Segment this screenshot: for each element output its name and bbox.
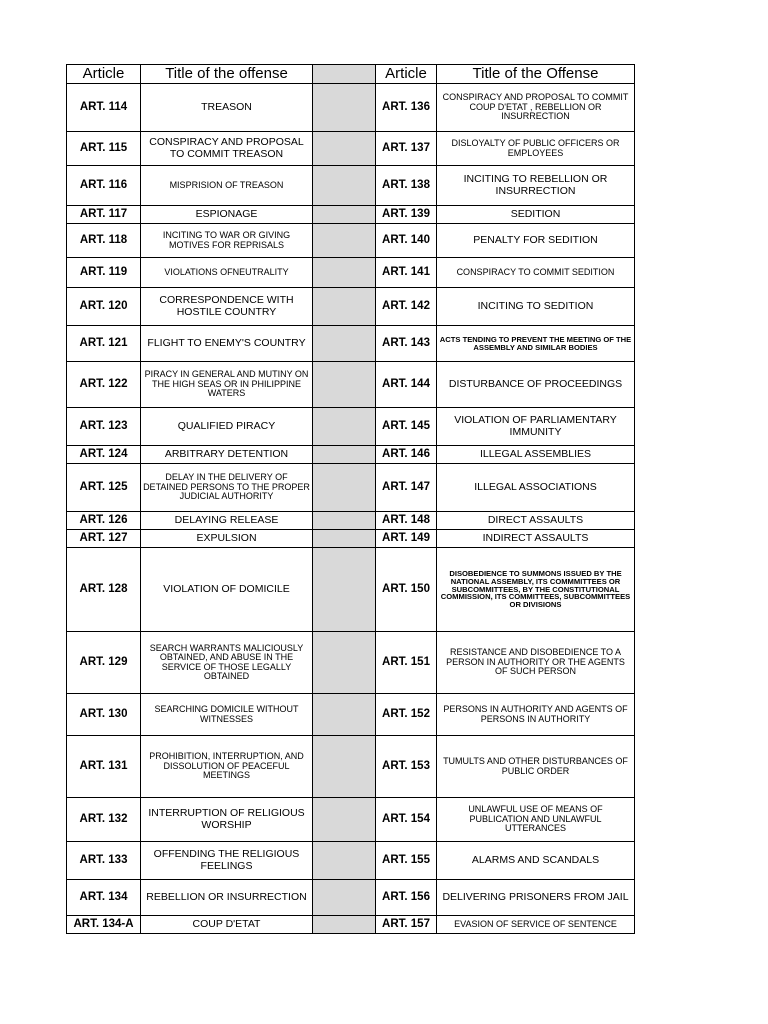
- right-article-cell: ART. 140: [376, 224, 437, 258]
- left-title-cell: TREASON: [141, 84, 313, 132]
- left-article-cell: ART. 134-A: [67, 916, 141, 934]
- right-title-cell: PERSONS IN AUTHORITY AND AGENTS OF PERSONS IN AUTHORITY: [437, 694, 635, 736]
- spacer-cell: [313, 288, 376, 326]
- right-title-cell: INCITING TO SEDITION: [437, 288, 635, 326]
- right-title-cell: RESISTANCE AND DISOBEDIENCE TO A PERSON IN AUTHORITY OR THE AGENTS OF SUCH PERSON: [437, 632, 635, 694]
- left-article-cell: ART. 118: [67, 224, 141, 258]
- offenses-table: [66, 64, 635, 934]
- left-article-cell: ART. 119: [67, 258, 141, 288]
- spacer-cell: [313, 206, 376, 224]
- spacer-cell: [313, 842, 376, 880]
- table-row: [67, 798, 635, 842]
- spacer-cell: [313, 132, 376, 166]
- spacer-cell: [313, 446, 376, 464]
- table-row: [67, 446, 635, 464]
- left-title-cell: CONSPIRACY AND PROPOSAL TO COMMIT TREASON: [141, 132, 313, 166]
- right-title-cell: ALARMS AND SCANDALS: [437, 842, 635, 880]
- right-article-cell: ART. 152: [376, 694, 437, 736]
- left-title-cell: INCITING TO WAR OR GIVING MOTIVES FOR REPRISALS: [141, 224, 313, 258]
- left-article-cell: ART. 129: [67, 632, 141, 694]
- right-article-cell: ART. 157: [376, 916, 437, 934]
- left-article-cell: ART. 121: [67, 326, 141, 362]
- left-title-cell: EXPULSION: [141, 530, 313, 548]
- spacer-cell: [313, 408, 376, 446]
- right-article-cell: ART. 145: [376, 408, 437, 446]
- right-title-cell: SEDITION: [437, 206, 635, 224]
- right-article-cell: ART. 154: [376, 798, 437, 842]
- left-title-cell: INTERRUPTION OF RELIGIOUS WORSHIP: [141, 798, 313, 842]
- table-row: [67, 464, 635, 512]
- right-article-cell: ART. 148: [376, 512, 437, 530]
- spacer-cell: [313, 326, 376, 362]
- right-article-cell: ART. 141: [376, 258, 437, 288]
- left-title-cell: ARBITRARY DETENTION: [141, 446, 313, 464]
- table-row: [67, 842, 635, 880]
- left-article-cell: ART. 126: [67, 512, 141, 530]
- right-title-cell: EVASION OF SERVICE OF SENTENCE: [437, 916, 635, 934]
- left-article-cell: ART. 132: [67, 798, 141, 842]
- right-article-cell: ART. 153: [376, 736, 437, 798]
- left-article-cell: ART. 114: [67, 84, 141, 132]
- left-title-cell: REBELLION OR INSURRECTION: [141, 880, 313, 916]
- left-article-cell: ART. 131: [67, 736, 141, 798]
- left-article-cell: ART. 127: [67, 530, 141, 548]
- spacer-cell: [313, 530, 376, 548]
- spacer-cell: [313, 224, 376, 258]
- spacer-cell: [313, 84, 376, 132]
- right-title-cell: ACTS TENDING TO PREVENT THE MEETING OF THE ASSEMBLY AND SIMILAR BODIES: [437, 326, 635, 362]
- table-row: [67, 362, 635, 408]
- right-article-cell: ART. 151: [376, 632, 437, 694]
- left-title-cell: MISPRISION OF TREASON: [141, 166, 313, 206]
- right-article-cell: ART. 138: [376, 166, 437, 206]
- right-article-cell: ART. 146: [376, 446, 437, 464]
- spacer-cell: [313, 464, 376, 512]
- right-title-cell: CONSPIRACY TO COMMIT SEDITION: [437, 258, 635, 288]
- header-article-right: Article: [376, 65, 437, 84]
- left-title-cell: COUP D'ETAT: [141, 916, 313, 934]
- spacer-cell: [313, 258, 376, 288]
- table-row: [67, 84, 635, 132]
- right-title-cell: DISLOYALTY OF PUBLIC OFFICERS OR EMPLOYEES: [437, 132, 635, 166]
- right-article-cell: ART. 143: [376, 326, 437, 362]
- right-title-cell: INDIRECT ASSAULTS: [437, 530, 635, 548]
- right-article-cell: ART. 142: [376, 288, 437, 326]
- table-row: [67, 288, 635, 326]
- right-article-cell: ART. 144: [376, 362, 437, 408]
- left-title-cell: PIRACY IN GENERAL AND MUTINY ON THE HIGH SEAS OR IN PHILIPPINE WATERS: [141, 362, 313, 408]
- right-title-cell: PENALTY FOR SEDITION: [437, 224, 635, 258]
- spacer-cell: [313, 548, 376, 632]
- table-row: [67, 512, 635, 530]
- left-title-cell: QUALIFIED PIRACY: [141, 408, 313, 446]
- right-title-cell: TUMULTS AND OTHER DISTURBANCES OF PUBLIC ORDER: [437, 736, 635, 798]
- table-row: [67, 632, 635, 694]
- spacer-cell: [313, 880, 376, 916]
- left-title-cell: VIOLATIONS OFNEUTRALITY: [141, 258, 313, 288]
- left-article-cell: ART. 130: [67, 694, 141, 736]
- table-row: [67, 206, 635, 224]
- spacer-cell: [313, 916, 376, 934]
- right-article-cell: ART. 149: [376, 530, 437, 548]
- left-article-cell: ART. 117: [67, 206, 141, 224]
- spacer-cell: [313, 362, 376, 408]
- right-title-cell: DISOBEDIENCE TO SUMMONS ISSUED BY THE NATIONAL ASSEMBLY, ITS COMMMITTEES OR SUBCOMMITTEES, BY THE CONSTITUTIONAL COMMISSION, ITS COMMITTEES, SUBCOMMITTEES OR DIVISIONS: [437, 548, 635, 632]
- left-article-cell: ART. 128: [67, 548, 141, 632]
- table-row: [67, 132, 635, 166]
- table-row: [67, 916, 635, 934]
- spacer-cell: [313, 512, 376, 530]
- table-row: [67, 548, 635, 632]
- spacer-cell: [313, 166, 376, 206]
- spacer-cell: [313, 694, 376, 736]
- table-row: [67, 326, 635, 362]
- left-title-cell: DELAY IN THE DELIVERY OF DETAINED PERSONS TO THE PROPER JUDICIAL AUTHORITY: [141, 464, 313, 512]
- left-article-cell: ART. 133: [67, 842, 141, 880]
- spacer-cell: [313, 632, 376, 694]
- table-row: [67, 694, 635, 736]
- left-article-cell: ART. 134: [67, 880, 141, 916]
- left-article-cell: ART. 116: [67, 166, 141, 206]
- right-title-cell: DELIVERING PRISONERS FROM JAIL: [437, 880, 635, 916]
- left-article-cell: ART. 115: [67, 132, 141, 166]
- header-article-left: Article: [67, 65, 141, 84]
- right-title-cell: DIRECT ASSAULTS: [437, 512, 635, 530]
- left-title-cell: DELAYING RELEASE: [141, 512, 313, 530]
- table-row: [67, 224, 635, 258]
- right-article-cell: ART. 150: [376, 548, 437, 632]
- left-article-cell: ART. 123: [67, 408, 141, 446]
- right-title-cell: INCITING TO REBELLION OR INSURRECTION: [437, 166, 635, 206]
- right-title-cell: ILLEGAL ASSOCIATIONS: [437, 464, 635, 512]
- left-article-cell: ART. 120: [67, 288, 141, 326]
- left-title-cell: OFFENDING THE RELIGIOUS FEELINGS: [141, 842, 313, 880]
- header-title-right: Title of the Offense: [437, 65, 635, 84]
- right-title-cell: UNLAWFUL USE OF MEANS OF PUBLICATION AND UNLAWFUL UTTERANCES: [437, 798, 635, 842]
- right-title-cell: ILLEGAL ASSEMBLIES: [437, 446, 635, 464]
- right-article-cell: ART. 139: [376, 206, 437, 224]
- left-article-cell: ART. 122: [67, 362, 141, 408]
- spacer-cell: [313, 798, 376, 842]
- right-title-cell: DISTURBANCE OF PROCEEDINGS: [437, 362, 635, 408]
- right-article-cell: ART. 147: [376, 464, 437, 512]
- left-title-cell: CORRESPONDENCE WITH HOSTILE COUNTRY: [141, 288, 313, 326]
- table-body: [67, 84, 635, 934]
- left-title-cell: VIOLATION OF DOMICILE: [141, 548, 313, 632]
- left-title-cell: ESPIONAGE: [141, 206, 313, 224]
- left-title-cell: SEARCHING DOMICILE WITHOUT WITNESSES: [141, 694, 313, 736]
- table-row: [67, 530, 635, 548]
- left-article-cell: ART. 124: [67, 446, 141, 464]
- left-title-cell: SEARCH WARRANTS MALICIOUSLY OBTAINED, AND ABUSE IN THE SERVICE OF THOSE LEGALLY OBTAINED: [141, 632, 313, 694]
- spacer-column: [313, 65, 376, 84]
- right-article-cell: ART. 155: [376, 842, 437, 880]
- left-title-cell: FLIGHT TO ENEMY'S COUNTRY: [141, 326, 313, 362]
- right-article-cell: ART. 156: [376, 880, 437, 916]
- header-row: [67, 65, 635, 84]
- table-row: [67, 880, 635, 916]
- right-article-cell: ART. 137: [376, 132, 437, 166]
- table-row: [67, 736, 635, 798]
- right-title-cell: VIOLATION OF PARLIAMENTARY IMMUNITY: [437, 408, 635, 446]
- spacer-cell: [313, 736, 376, 798]
- left-title-cell: PROHIBITION, INTERRUPTION, AND DISSOLUTION OF PEACEFUL MEETINGS: [141, 736, 313, 798]
- right-title-cell: CONSPIRACY AND PROPOSAL TO COMMIT COUP D'ETAT , REBELLION OR INSURRECTION: [437, 84, 635, 132]
- left-article-cell: ART. 125: [67, 464, 141, 512]
- table-row: [67, 166, 635, 206]
- right-article-cell: ART. 136: [376, 84, 437, 132]
- table-row: [67, 258, 635, 288]
- table-row: [67, 408, 635, 446]
- header-title-left: Title of the offense: [141, 65, 313, 84]
